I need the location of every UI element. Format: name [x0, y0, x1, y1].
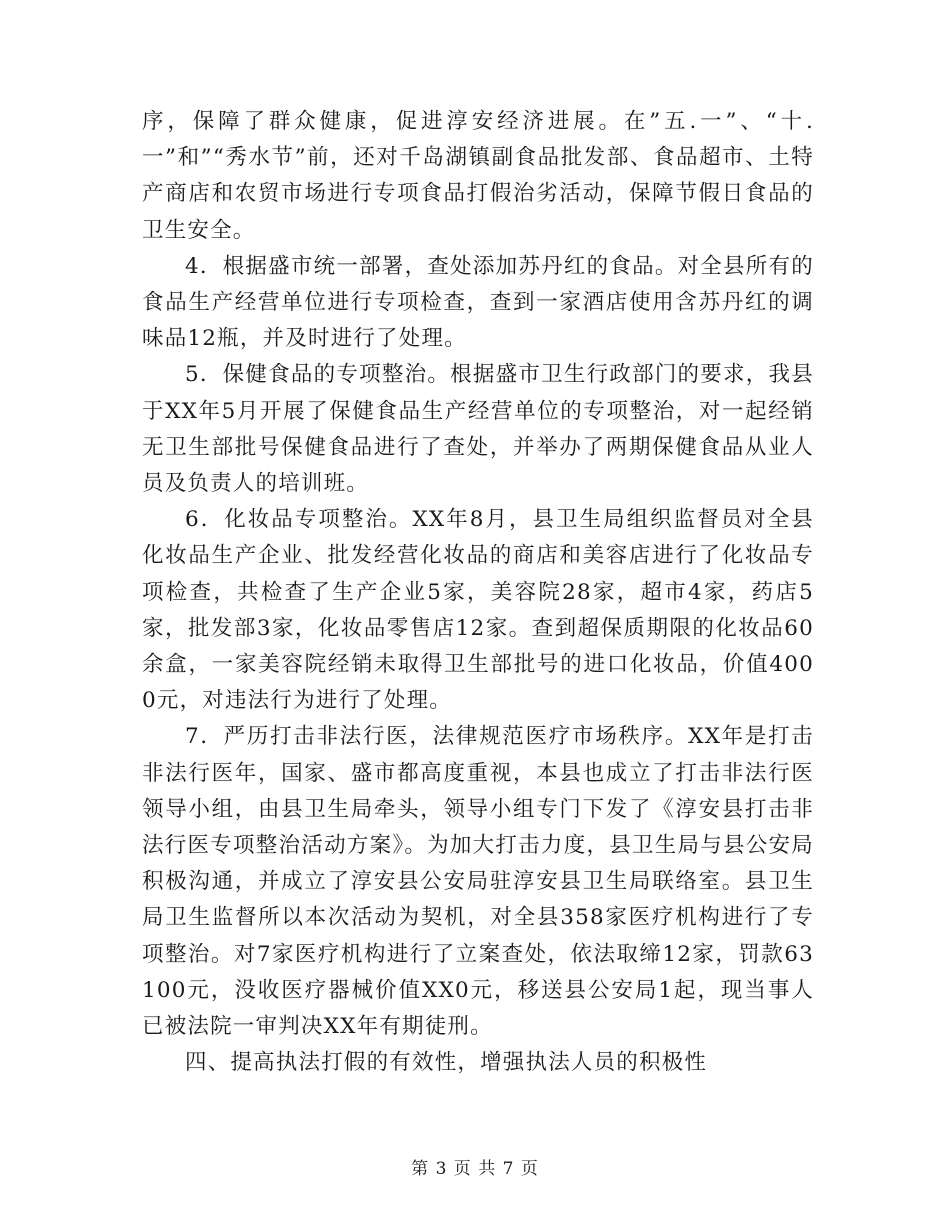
paragraph-item-5: 5．保健食品的专项整治。根据盛市卫生行政部门的要求，我县于XX年5月开展了保健食品生产经营单位的专项整治，对一起经销无卫生部批号保健食品进行了查处，并举办了两期保健食品从业人员及负责人的培训班。	[142, 362, 814, 497]
paragraph-item-7: 7．严历打击非法行医，法律规范医疗市场秩序。XX年是打击非法行医年，国家、盛市都高度重视，本县也成立了打击非法行医领导小组，由县卫生局牵头，领导小组专门下发了《淳安县打击非法行医专项整治活动方案》。为加大打击力度，县卫生局与县公安局积极沟通，并成立了淳安县公安局驻淳安县卫生局联络室。县卫生局卫生监督所以本次活动为契机，对全县358家医疗机构进行了专项整治。对7家医疗机构进行了立案查处，依法取缔12家，罚款63100元，没收医疗器械价值XX0元，移送县公安局1起，现当事人已被法院一审判决XX年有期徒刑。	[142, 724, 814, 1040]
document-body	[142, 104, 814, 1081]
page-footer	[0, 1154, 950, 1179]
section-heading-4: 四、提高执法打假的有效性，增强执法人员的积极性	[185, 1050, 708, 1076]
paragraph-item-4: 4．根据盛市统一部署，查处添加苏丹红的食品。对全县所有的食品生产经营单位进行专项检查，查到一家酒店使用含苏丹红的调味品12瓶，并及时进行了处理。	[142, 253, 814, 352]
page-number-label: 第 3 页 共 7 页	[411, 1159, 539, 1179]
paragraph-item-6: 6．化妆品专项整治。XX年8月，县卫生局组织监督员对全县化妆品生产企业、批发经营化妆品的商店和美容店进行了化妆品专项检查，共检查了生产企业5家，美容院28家，超市4家，药店5家，批发部3家，化妆品零售店12家。查到超保质期限的化妆品60余盒，一家美容院经销未取得卫生部批号的进口化妆品，价值4000元，对违法行为进行了处理。	[142, 507, 814, 714]
paragraph-continuation: 序，保障了群众健康，促进淳安经济进展。在”五.一”、“十.一”和”“秀水节”前，还对千岛湖镇副食品批发部、食品超市、土特产商店和农贸市场进行专项食品打假治劣活动，保障节假日食品的卫生安全。	[142, 109, 814, 243]
